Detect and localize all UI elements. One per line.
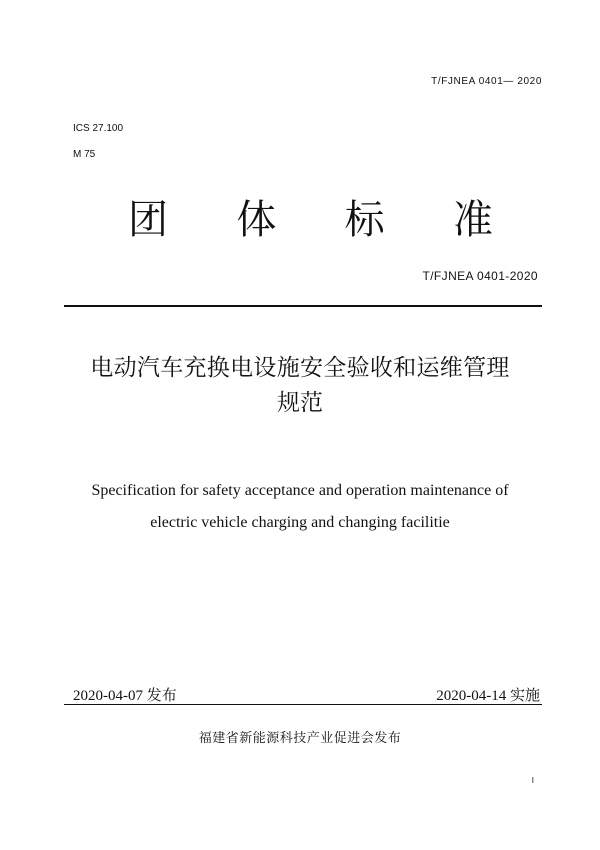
- english-title-line-2: electric vehicle charging and changing facilitie: [150, 514, 450, 531]
- publication-date: 2020-04-07 发布: [73, 688, 177, 704]
- implementation-date: 2020-04-14 实施: [436, 688, 540, 704]
- chinese-title-line-2: 规范: [277, 390, 323, 416]
- group-standard-title: [128, 196, 493, 244]
- title-char-4: 准: [452, 197, 493, 243]
- top-divider: [64, 305, 542, 307]
- title-char-1: 团: [128, 197, 168, 243]
- title-char-3: 标: [344, 197, 385, 243]
- bottom-divider: [64, 704, 542, 705]
- publisher: 福建省新能源科技产业促进会发布: [198, 731, 402, 746]
- title-char-2: 体: [236, 197, 277, 243]
- page-number: I: [531, 776, 534, 785]
- standard-number: T/FJNEA 0401-2020: [422, 269, 538, 283]
- english-title-line-1: Specification for safety acceptance and operation maintenance of: [91, 482, 509, 499]
- chinese-title-line-1: 电动汽车充换电设施安全验收和运维管理: [90, 355, 510, 381]
- ics-classification: ICS 27.100: [73, 123, 124, 134]
- header-standard-code: T/FJNEA 0401— 2020: [431, 76, 542, 87]
- ccs-classification: M 75: [73, 149, 96, 160]
